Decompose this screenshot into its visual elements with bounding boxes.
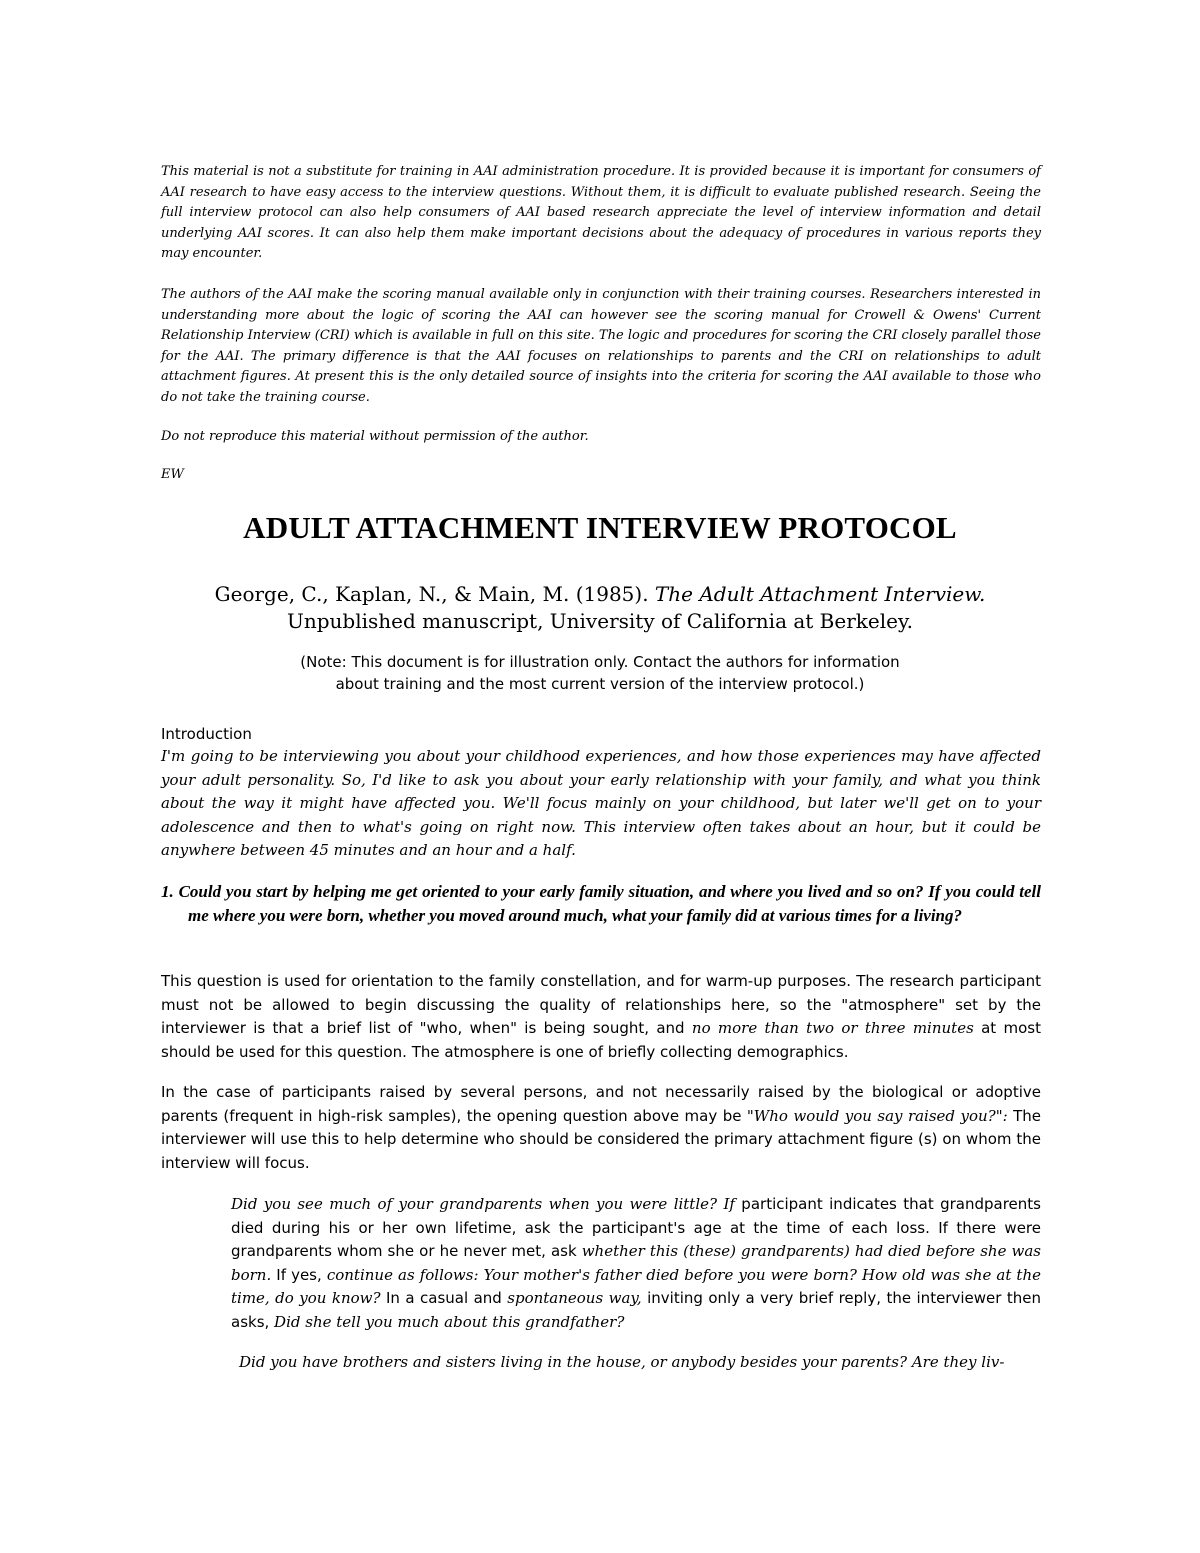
grandparents-emphasis-1: whether this (these) grandparents) had died before she was born. [231,1242,1041,1284]
introduction-heading: Introduction [161,725,252,743]
raised-by-paragraph [161,1081,1041,1175]
citation-authors: George, C., Kaplan, N., & Main, M. (1985). [214,582,655,606]
document-title: ADULT ATTACHMENT INTERVIEW PROTOCOL [243,510,957,545]
citation-work-title: The Adult Attachment Interview. [654,582,986,606]
raised-emphasis: "Who would you say raised you?": [746,1106,1008,1125]
author-initials: EW [161,467,184,482]
orientation-text-1: This question is used for orientation to the family constellation, and for warm-up purposes. The research participant must not be allowed to begin discussing the quality of relationships here, so the "atmosphere" set by the interviewer is that a brief list of "who, when" is being sought, and [161,972,1041,1038]
note-line-1: (Note: This document is for illustration only. Contact the authors for information [300,653,900,671]
citation [160,581,1040,635]
orientation-text-2: at most should be used for this question. The atmosphere is one of briefly collecting demographics. [161,1019,1041,1061]
illustration-note [260,651,940,695]
grandparents-emphasis-4: Did she tell you much about this grandfather? [274,1312,625,1331]
grandparents-emphasis-2: continue as follows: Your mother's father died before you were born? How old was she at the time, do you know? [231,1265,1041,1308]
grandparents-paragraph [231,1193,1041,1335]
grandparents-text-3: In a casual and [380,1289,508,1308]
raised-text-1: In the case of participants raised by several persons, and not necessarily raised by the biological or adoptive parents (frequent in high-risk samples), the opening question above may be [161,1083,1041,1125]
grandparents-text-2: If yes, [271,1265,327,1284]
orientation-paragraph [161,970,1041,1064]
raised-text-2: The interviewer will use this to help determine who should be considered the primary attachment figure (s) on whom the interview will focus. [161,1106,1042,1172]
note-line-2: about training and the most current version of the interview protocol.) [335,675,865,693]
disclaimer-paragraph-1: This material is not a substitute for training in AAI administration procedure. It is provided because it is important for consumers of AAI research to have easy access to the interview questions. Without them, it is difficult to evaluate published research. Seeing the full interview protocol can also help consumers of AAI based research appreciate the level of interview information and detail underlying AAI scores. It can also help them make important decisions about the adequacy of procedures in various reports they may encounter. [161,164,1041,261]
grandparents-emphasis-3: spontaneous way, [507,1289,642,1308]
citation-publication: Unpublished manuscript, University of California at Berkeley. [287,609,913,633]
grandparents-text-1: participant indicates that grandparents died during his or her own lifetime, ask the participant's age at the time of each loss. If there were grandparents whom she or he never met, ask [231,1195,1041,1261]
grandparents-text-4: inviting only a very brief reply, the interviewer then asks, [231,1289,1041,1331]
introduction-text: I'm going to be interviewing you about your childhood experiences, and how those experiences may have affected your adult personality. So, I'd like to ask you about your early relationship with your family, and what you think about the way it might have affected you. We'll focus mainly on your childhood, but later we'll get on to your adolescence and then to what's going on right now. This interview often takes about an hour, but it could be anywhere between 45 minutes and an hour and a half. [161,747,1041,860]
orientation-emphasis: no more than two or three minutes [691,1019,974,1038]
disclaimer-paragraph-2: The authors of the AAI make the scoring manual available only in conjunction with their training courses. Researchers interested in understanding more about the logic of scoring the AAI can however see the scoring manual for Crowell & Owens' Current Relationship Interview (CRI) which is available in full on this site. The logic and procedures for scoring the CRI closely parallel those for the AAI. The primary difference is that the AAI focuses on relationships to parents and the CRI on relationships to adult attachment figures. At present this is the only detailed source of insights into the criteria for scoring the AAI available to those who do not take the training course. [161,287,1041,405]
question-1: 1. Could you start by helping me get oriented to your early family situation, and where you lived and so on? If you could tell me where you were born, whether you moved around much, what your family did at various times for a living? [161,882,1041,925]
siblings-paragraph: Did you have brothers and sisters living in the house, or anybody besides your parents? Are they liv- [239,1353,1005,1371]
grandparents-question: Did you see much of your grandparents when you were little? If [231,1195,735,1213]
disclaimer-paragraph-3: Do not reproduce this material without permission of the author. [161,429,589,444]
